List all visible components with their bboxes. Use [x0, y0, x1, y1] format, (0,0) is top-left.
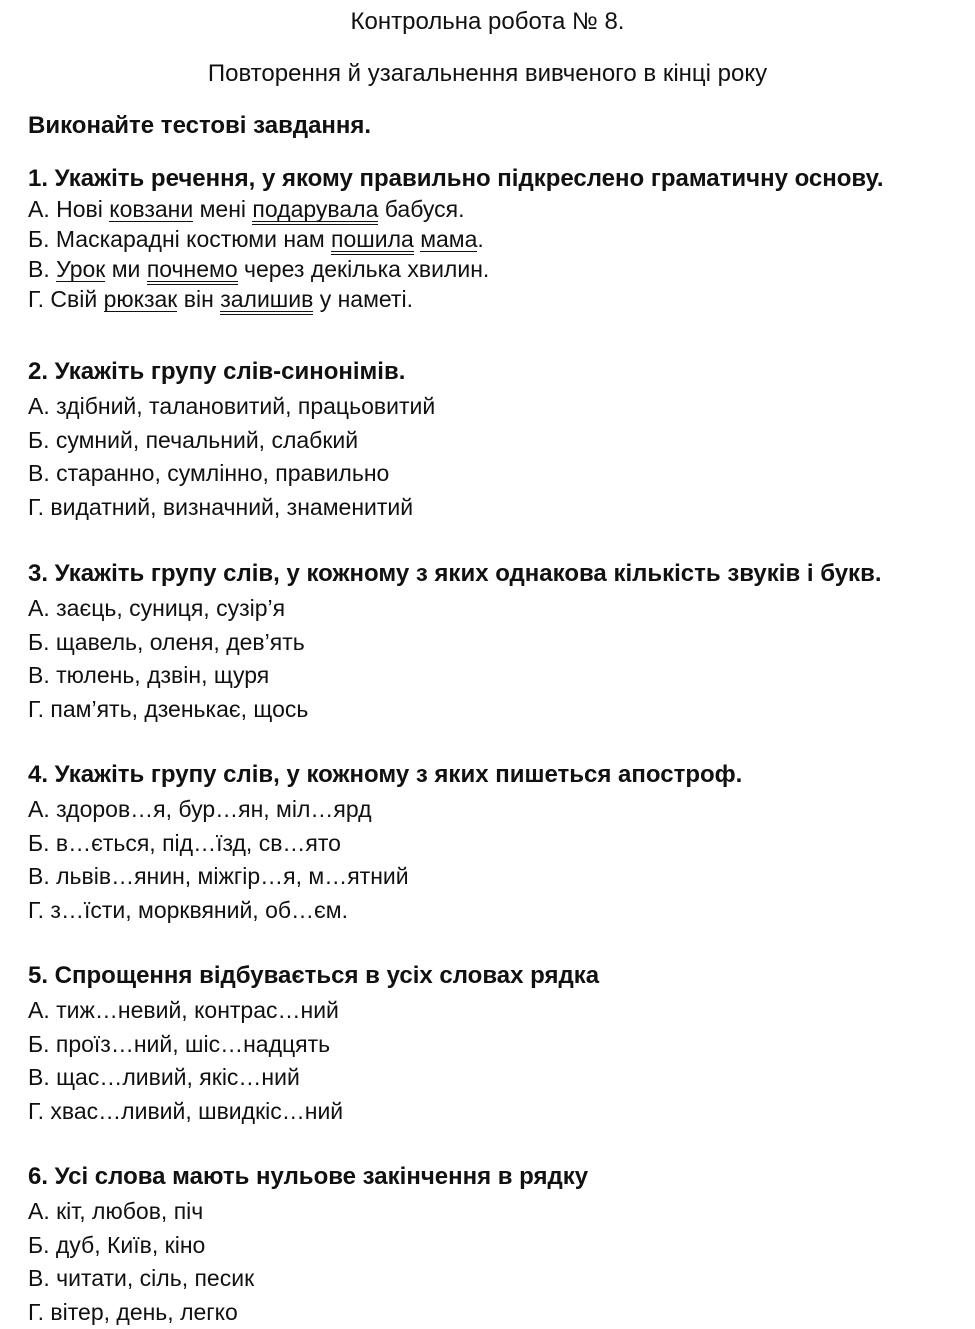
option-text: . [477, 226, 484, 252]
question-1 [28, 163, 958, 315]
option-b: Б. сумний, печальний, слабкий [28, 426, 359, 453]
option-c: В. львів…янин, міжгір…я, м…ятний [28, 863, 409, 890]
option-a [28, 195, 958, 225]
option-text: бабуся. [378, 196, 465, 222]
option-b: Б. щавель, оленя, дев’ять [28, 628, 305, 655]
option-a: А. здоров…я, бур…ян, міл…ярд [28, 796, 372, 822]
question-prompt: 6. Усі слова мають нульове закінчення в рядку [28, 1163, 589, 1190]
option-c: В. старанно, сумлінно, правильно [28, 460, 390, 487]
subject-underlined: Урок [56, 256, 106, 282]
option-d: Г. пам’ять, дзенькає, щось [28, 695, 309, 722]
question-2 [28, 356, 958, 524]
question-5 [28, 960, 958, 1128]
option-b: Б. дуб, Київ, кіно [28, 1231, 206, 1258]
option-d: Г. хвас…ливий, швидкіс…ний [28, 1097, 344, 1124]
question-4 [28, 759, 958, 927]
option-text: мені [193, 196, 253, 222]
option-d: Г. з…їсти, морквяний, об…єм. [28, 896, 348, 923]
answer-options [28, 592, 958, 726]
option-a: А. заєць, суниця, сузір’я [28, 595, 286, 621]
predicate-underlined: пошила [331, 227, 414, 255]
instruction: Виконайте тестові завдання. [28, 112, 372, 139]
option-c: В. щас…ливий, якіс…ний [28, 1064, 300, 1091]
question-prompt: 2. Укажіть групу слів-синонімів. [28, 358, 406, 385]
option-d: Г. видатний, визначний, знаменитий [28, 493, 414, 520]
option-text: А. Нові [28, 196, 110, 222]
option-text: через декілька хвилин. [237, 256, 490, 282]
option-b: Б. проїз…ний, шіс…надцять [28, 1030, 331, 1057]
option-a: А. тиж…невий, контрас…ний [28, 997, 339, 1023]
option-c: В. тюлень, дзвін, щуря [28, 662, 270, 689]
option-a: А. здібний, талановитий, працьовитий [28, 393, 436, 419]
predicate-underlined: залишив [220, 287, 313, 315]
question-prompt: 4. Укажіть групу слів, у кожному з яких пишеться апостроф. [28, 761, 743, 788]
answer-options [28, 195, 958, 315]
page-title: Контрольна робота № 8. [350, 8, 625, 35]
predicate-underlined: почнемо [147, 257, 238, 285]
option-text: Б. Маскарадні костюми нам [28, 226, 332, 252]
subject-underlined: рюкзак [103, 286, 178, 312]
option-d [28, 285, 958, 315]
option-text: він [177, 286, 221, 312]
predicate-underlined: подарувала [252, 197, 378, 225]
option-d: Г. вітер, день, легко [28, 1298, 238, 1325]
question-prompt: 3. Укажіть групу слів, у кожному з яких однакова кількість звуків і букв. [28, 560, 882, 587]
page-subtitle: Повторення й узагальнення вивченого в кінці року [207, 60, 768, 87]
answer-options [28, 390, 958, 524]
option-text: В. [28, 256, 57, 282]
option-c [28, 255, 958, 285]
answer-options [28, 994, 958, 1128]
subject-underlined: ковзани [109, 196, 194, 222]
answer-options [28, 1195, 958, 1329]
option-text: ми [105, 256, 147, 282]
question-3 [28, 558, 958, 726]
question-6 [28, 1161, 958, 1329]
subject-underlined: мама [420, 226, 478, 252]
question-prompt: 1. Укажіть речення, у якому правильно підкреслено граматичну основу. [28, 165, 884, 192]
question-prompt: 5. Спрощення відбувається в усіх словах рядка [28, 962, 600, 989]
option-b [28, 225, 958, 255]
option-text: у наметі. [313, 286, 413, 312]
option-a: А. кіт, любов, піч [28, 1198, 204, 1224]
option-c: В. читати, сіль, песик [28, 1265, 255, 1292]
option-text: Г. Свій [28, 286, 104, 312]
answer-options [28, 793, 958, 927]
option-b: Б. в…ється, під…їзд, св…ято [28, 829, 341, 856]
